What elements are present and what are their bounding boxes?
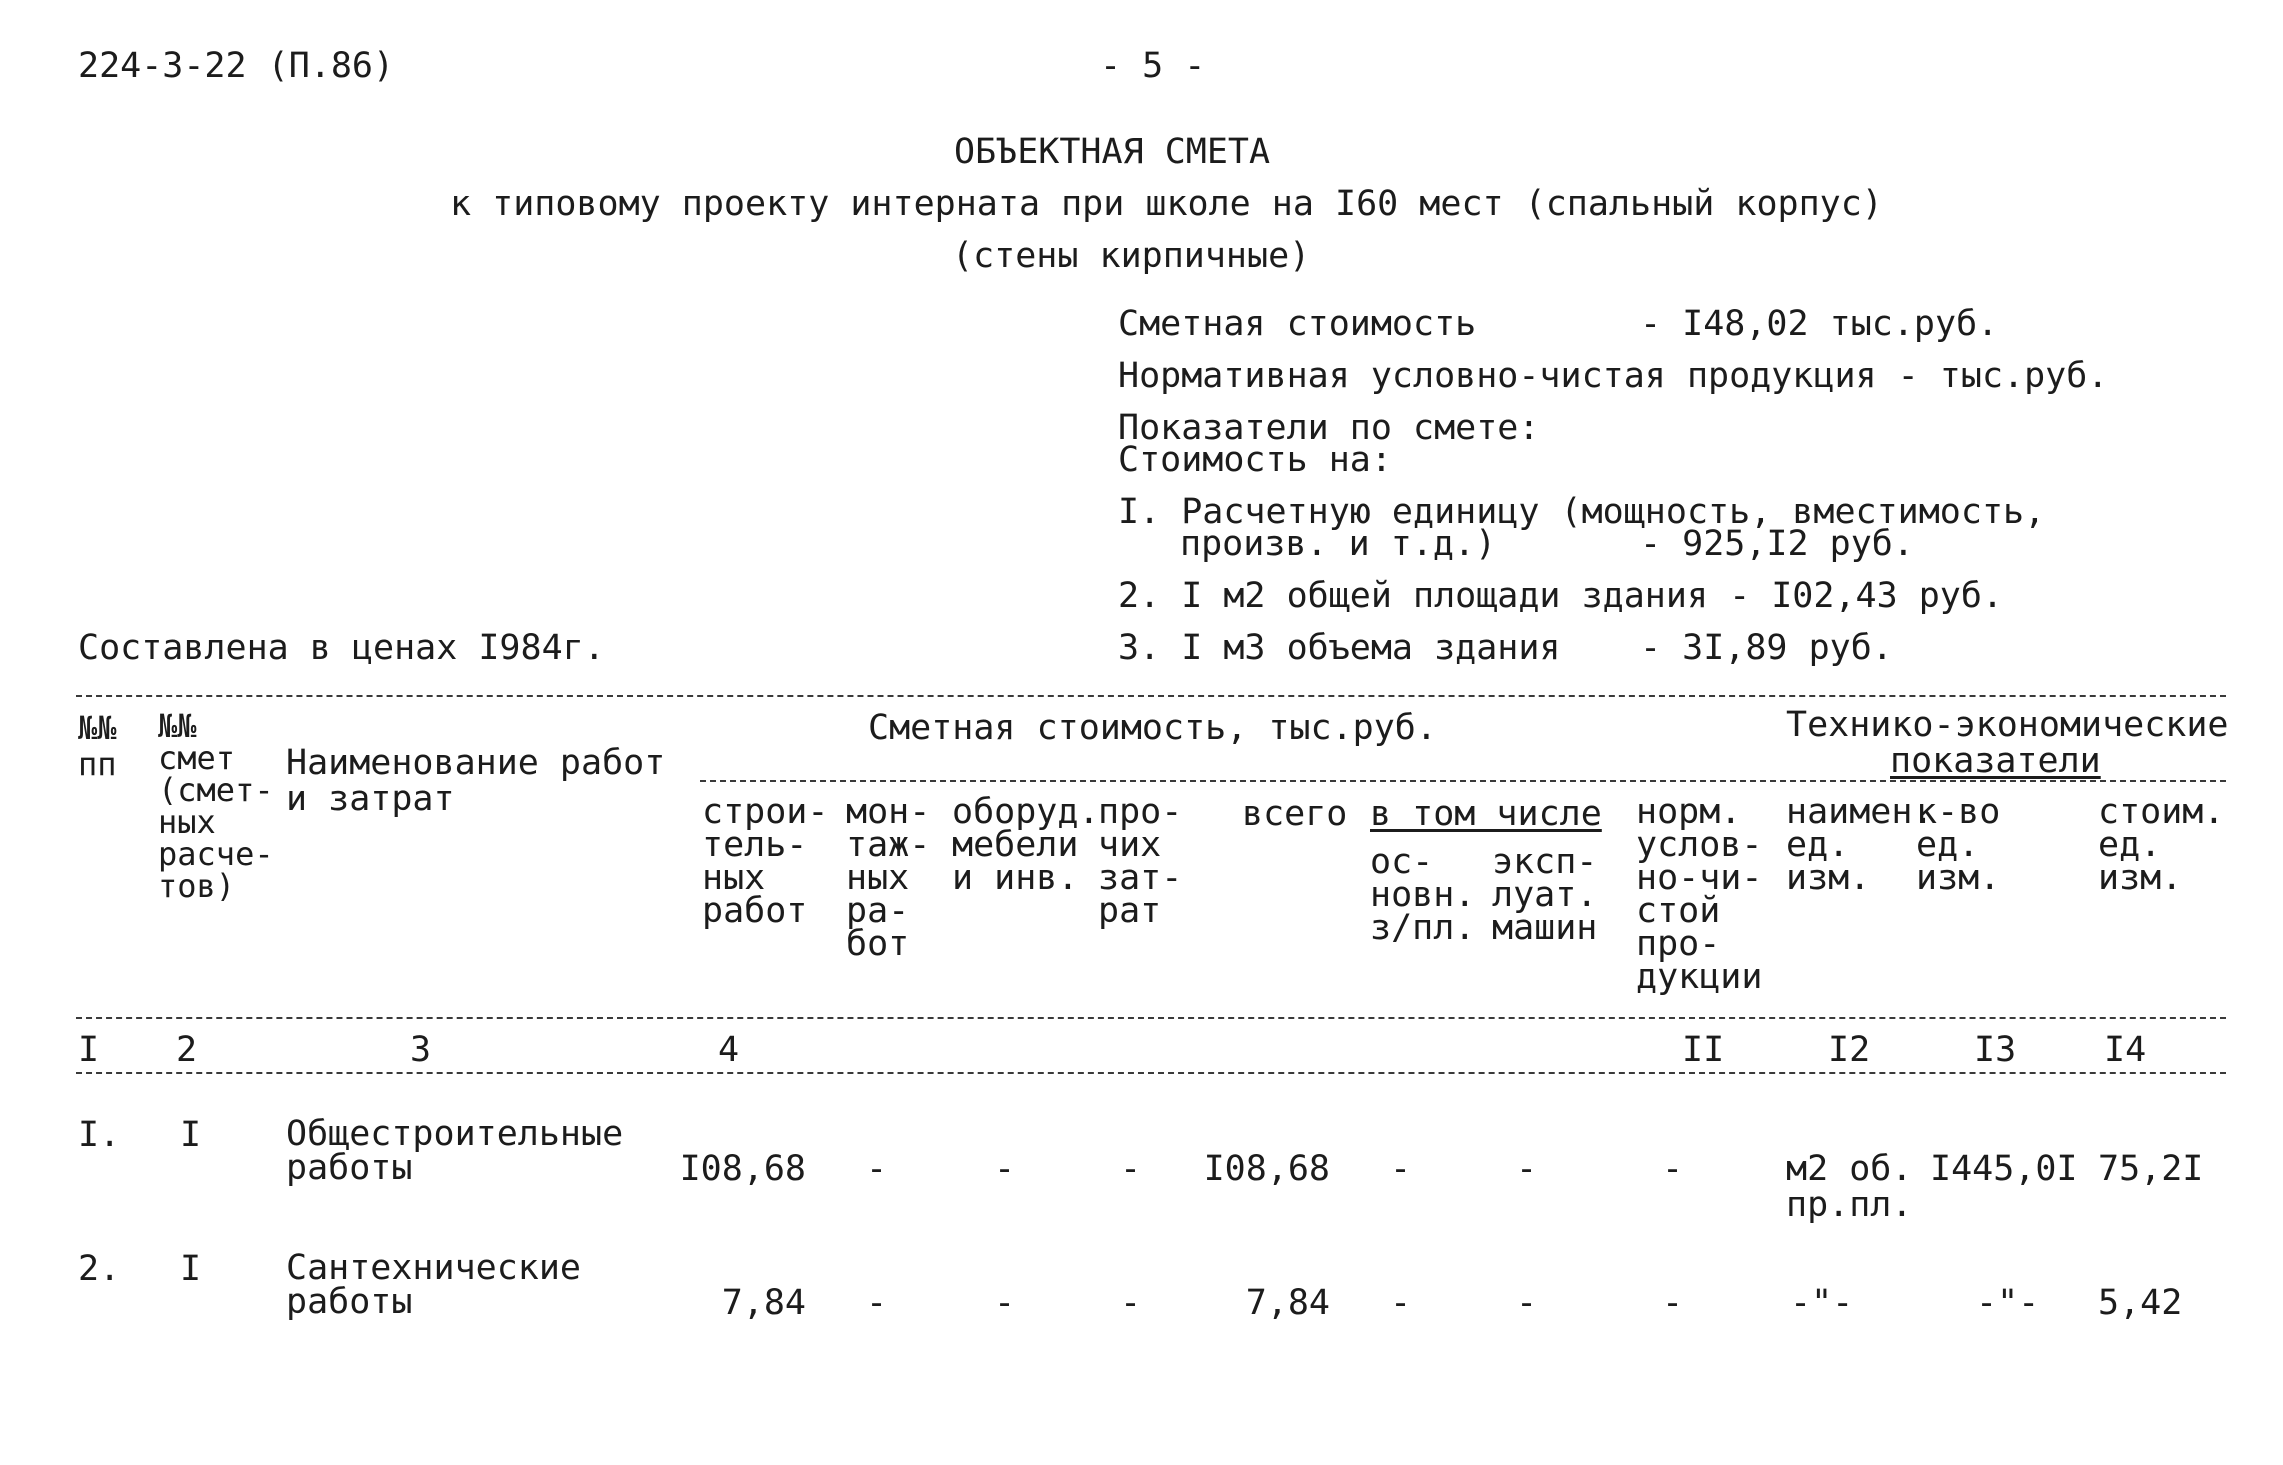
- header-unit-quantity: к-во ед. изм.: [1916, 792, 2001, 898]
- equipment-cost: -: [994, 1149, 1016, 1189]
- colnum-bottom-rule: [76, 1072, 2226, 1074]
- row-number: I.: [78, 1115, 121, 1155]
- indicator-item-1: I. Расчетную единицу (мощность, вместимость,: [1118, 492, 2046, 532]
- column-number: I: [78, 1030, 100, 1070]
- other-cost: -: [1120, 1283, 1142, 1323]
- header-equipment: оборуд. мебели и инв.: [952, 792, 1100, 898]
- indicator-item-3-value: - 3I,89 руб.: [1640, 628, 1893, 668]
- indicator-item-3: 3. I м3 объема здания: [1118, 628, 1561, 668]
- header-tech-group-sub: показатели: [1890, 741, 2101, 781]
- other-cost: -: [1120, 1149, 1142, 1189]
- estimate-number: I: [180, 1249, 202, 1289]
- document-subtitle-walls: (стены кирпичные): [952, 236, 1311, 276]
- wages-cost: -: [1390, 1283, 1412, 1323]
- indicator-item-1-value: - 925,I2 руб.: [1640, 524, 1914, 564]
- header-total: всего: [1242, 794, 1348, 834]
- cost-label: Сметная стоимость: [1118, 304, 1477, 344]
- unit-quantity: I445,0I: [1930, 1149, 2078, 1189]
- header-norm-production: норм. услов- но-чи- стой про- дукции: [1636, 792, 1763, 997]
- indicator-item-2: 2. I м2 общей площади здания - I02,43 руб.: [1118, 576, 2004, 616]
- column-number: I4: [2104, 1030, 2147, 1070]
- norm-production-line: Нормативная условно-чистая продукция - тыс.руб.: [1118, 356, 2109, 396]
- machines-cost: -: [1516, 1283, 1538, 1323]
- machines-cost: -: [1516, 1149, 1538, 1189]
- header-estimate-number: №№ смет (смет- ных расче- тов): [158, 707, 274, 905]
- construction-cost: I08,68: [679, 1149, 806, 1189]
- row-number: 2.: [78, 1249, 121, 1289]
- column-number: I3: [1974, 1030, 2017, 1070]
- page-number: - 5 -: [1100, 46, 1206, 86]
- header-mounting: мон- таж- ных ра- бот: [846, 792, 931, 964]
- header-wages: ос- новн. з/пл.: [1370, 842, 1476, 948]
- column-number: I2: [1828, 1030, 1871, 1070]
- document-subtitle: к типовому проекту интерната при школе на I60 мест (спальный корпус): [450, 184, 1883, 224]
- equipment-cost: -: [994, 1283, 1016, 1323]
- unit-cost: 5,42: [2098, 1283, 2183, 1323]
- header-row-number: №№ пп: [78, 709, 117, 783]
- cost-value: - I48,02 тыс.руб.: [1640, 304, 1999, 344]
- header-cost-group: Сметная стоимость, тыс.руб.: [868, 708, 1437, 748]
- prices-note: Составлена в ценах I984г.: [78, 628, 605, 668]
- unit-name: м2 об. пр.пл.: [1786, 1149, 1913, 1225]
- document-code: 224-3-22 (П.86): [78, 46, 395, 86]
- wages-cost: -: [1390, 1149, 1412, 1189]
- header-machines: эксп- луат. машин: [1492, 842, 1598, 948]
- estimate-number: I: [180, 1115, 202, 1155]
- header-work-name: Наименование работ и затрат: [286, 743, 666, 819]
- mounting-cost: -: [866, 1283, 888, 1323]
- column-number: II: [1682, 1030, 1725, 1070]
- unit-name: -"-: [1790, 1283, 1854, 1323]
- column-number: 2: [176, 1030, 198, 1070]
- header-tech-group: Технико-экономические: [1786, 705, 2229, 745]
- header-including: в том числе: [1370, 794, 1602, 834]
- indicators-label: Показатели по смете:: [1118, 408, 1540, 448]
- total-cost: 7,84: [1245, 1283, 1330, 1323]
- mounting-cost: -: [866, 1149, 888, 1189]
- cost-per-label: Стоимость на:: [1118, 440, 1392, 480]
- unit-cost: 75,2I: [2098, 1149, 2204, 1189]
- header-construction: строи- тель- ных работ: [702, 792, 829, 931]
- header-bottom-rule: [76, 1017, 2226, 1019]
- header-other: про- чих зат- рат: [1098, 792, 1183, 931]
- column-number: 4: [718, 1030, 740, 1070]
- unit-quantity: -"-: [1976, 1283, 2040, 1323]
- indicator-item-1-cont: произв. и т.д.): [1180, 524, 1497, 564]
- header-unit-cost: стоим. ед. изм.: [2098, 792, 2225, 898]
- construction-cost: 7,84: [721, 1283, 806, 1323]
- norm-production: -: [1662, 1283, 1684, 1323]
- document-title: ОБЪЕКТНАЯ СМЕТА: [954, 132, 1271, 172]
- norm-production: -: [1662, 1149, 1684, 1189]
- work-name: Общестроительные работы: [286, 1114, 624, 1188]
- total-cost: I08,68: [1203, 1149, 1330, 1189]
- column-number: 3: [410, 1030, 432, 1070]
- header-unit-name: наимен. ед. изм.: [1786, 792, 1934, 898]
- work-name: Сантехнические работы: [286, 1248, 582, 1322]
- table-top-rule: [76, 695, 2226, 697]
